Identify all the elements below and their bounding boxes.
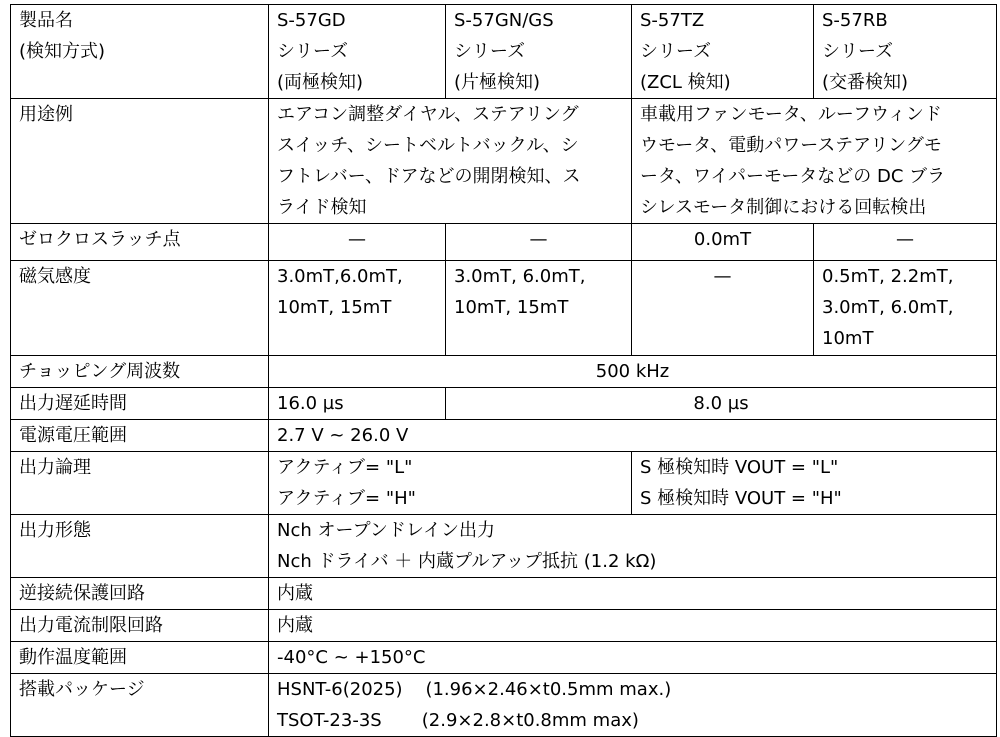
voltage-value: 2.7 V ~ 26.0 V (269, 420, 997, 452)
current-limit-label: 出力電流制限回路 (11, 610, 269, 642)
row-temperature (11, 642, 997, 674)
header-s57tz: S-57TZ シリーズ (ZCL 検知) (632, 5, 814, 99)
sensitivity-tz: — (632, 261, 814, 356)
sensitivity-gd: 3.0mT,6.0mT, 10mT, 15mT (269, 261, 446, 356)
sensitivity-gn: 3.0mT, 6.0mT, 10mT, 15mT (446, 261, 632, 356)
application-tz-rb: 車載用ファンモータ、ルーフウィンド ウモータ、電動パワーステアリングモ ータ、ワイパーモータなどの DC ブラ シレスモータ制御における回転検出 (632, 99, 997, 224)
application-label: 用途例 (11, 99, 269, 224)
reverse-protection-value: 内蔵 (269, 578, 997, 610)
row-package (11, 674, 997, 737)
product-name-label: 製品名 (検知方式) (11, 5, 269, 99)
zero-cross-gn: — (446, 224, 632, 261)
current-limit-value: 内蔵 (269, 610, 997, 642)
delay-others: 8.0 µs (446, 388, 997, 420)
header-s57rb: S-57RB シリーズ (交番検知) (814, 5, 997, 99)
row-current-limit (11, 610, 997, 642)
header-s57gd: S-57GD シリーズ (両極検知) (269, 5, 446, 99)
row-voltage (11, 420, 997, 452)
spec-table (10, 4, 997, 737)
zero-cross-rb: — (814, 224, 997, 261)
row-zero-cross (11, 224, 997, 261)
application-gd-gn: エアコン調整ダイヤル、ステアリング スイッチ、シートベルトバックル、シ フトレバー、ドアなどの開閉検知、ス ライド検知 (269, 99, 632, 224)
row-output-form (11, 515, 997, 578)
delay-label: 出力遅延時間 (11, 388, 269, 420)
row-sensitivity (11, 261, 997, 356)
row-logic (11, 452, 997, 515)
zero-cross-gd: — (269, 224, 446, 261)
reverse-protection-label: 逆接続保護回路 (11, 578, 269, 610)
row-product-name (11, 5, 997, 99)
package-value: HSNT-6(2025) (1.96×2.46×t0.5mm max.) TSOT-23-3S (2.9×2.8×t0.8mm max) (269, 674, 997, 737)
logic-gd-gn: アクティブ= "L" アクティブ= "H" (269, 452, 632, 515)
row-delay (11, 388, 997, 420)
output-form-value: Nch オープンドレイン出力 Nch ドライバ ＋ 内蔵プルアップ抵抗 (1.2 kΩ) (269, 515, 997, 578)
sensitivity-rb: 0.5mT, 2.2mT, 3.0mT, 6.0mT, 10mT (814, 261, 997, 356)
row-chopping (11, 356, 997, 388)
zero-cross-tz: 0.0mT (632, 224, 814, 261)
chopping-value: 500 kHz (269, 356, 997, 388)
voltage-label: 電源電圧範囲 (11, 420, 269, 452)
temperature-value: -40°C ~ +150°C (269, 642, 997, 674)
row-reverse-protection (11, 578, 997, 610)
sensitivity-label: 磁気感度 (11, 261, 269, 356)
row-application (11, 99, 997, 224)
logic-tz-rb: S 極検知時 VOUT = "L" S 極検知時 VOUT = "H" (632, 452, 997, 515)
package-label: 搭載パッケージ (11, 674, 269, 737)
header-s57gn-gs: S-57GN/GS シリーズ (片極検知) (446, 5, 632, 99)
temperature-label: 動作温度範囲 (11, 642, 269, 674)
chopping-label: チョッピング周波数 (11, 356, 269, 388)
logic-label: 出力論理 (11, 452, 269, 515)
zero-cross-label: ゼロクロスラッチ点 (11, 224, 269, 261)
delay-gd: 16.0 µs (269, 388, 446, 420)
output-form-label: 出力形態 (11, 515, 269, 578)
